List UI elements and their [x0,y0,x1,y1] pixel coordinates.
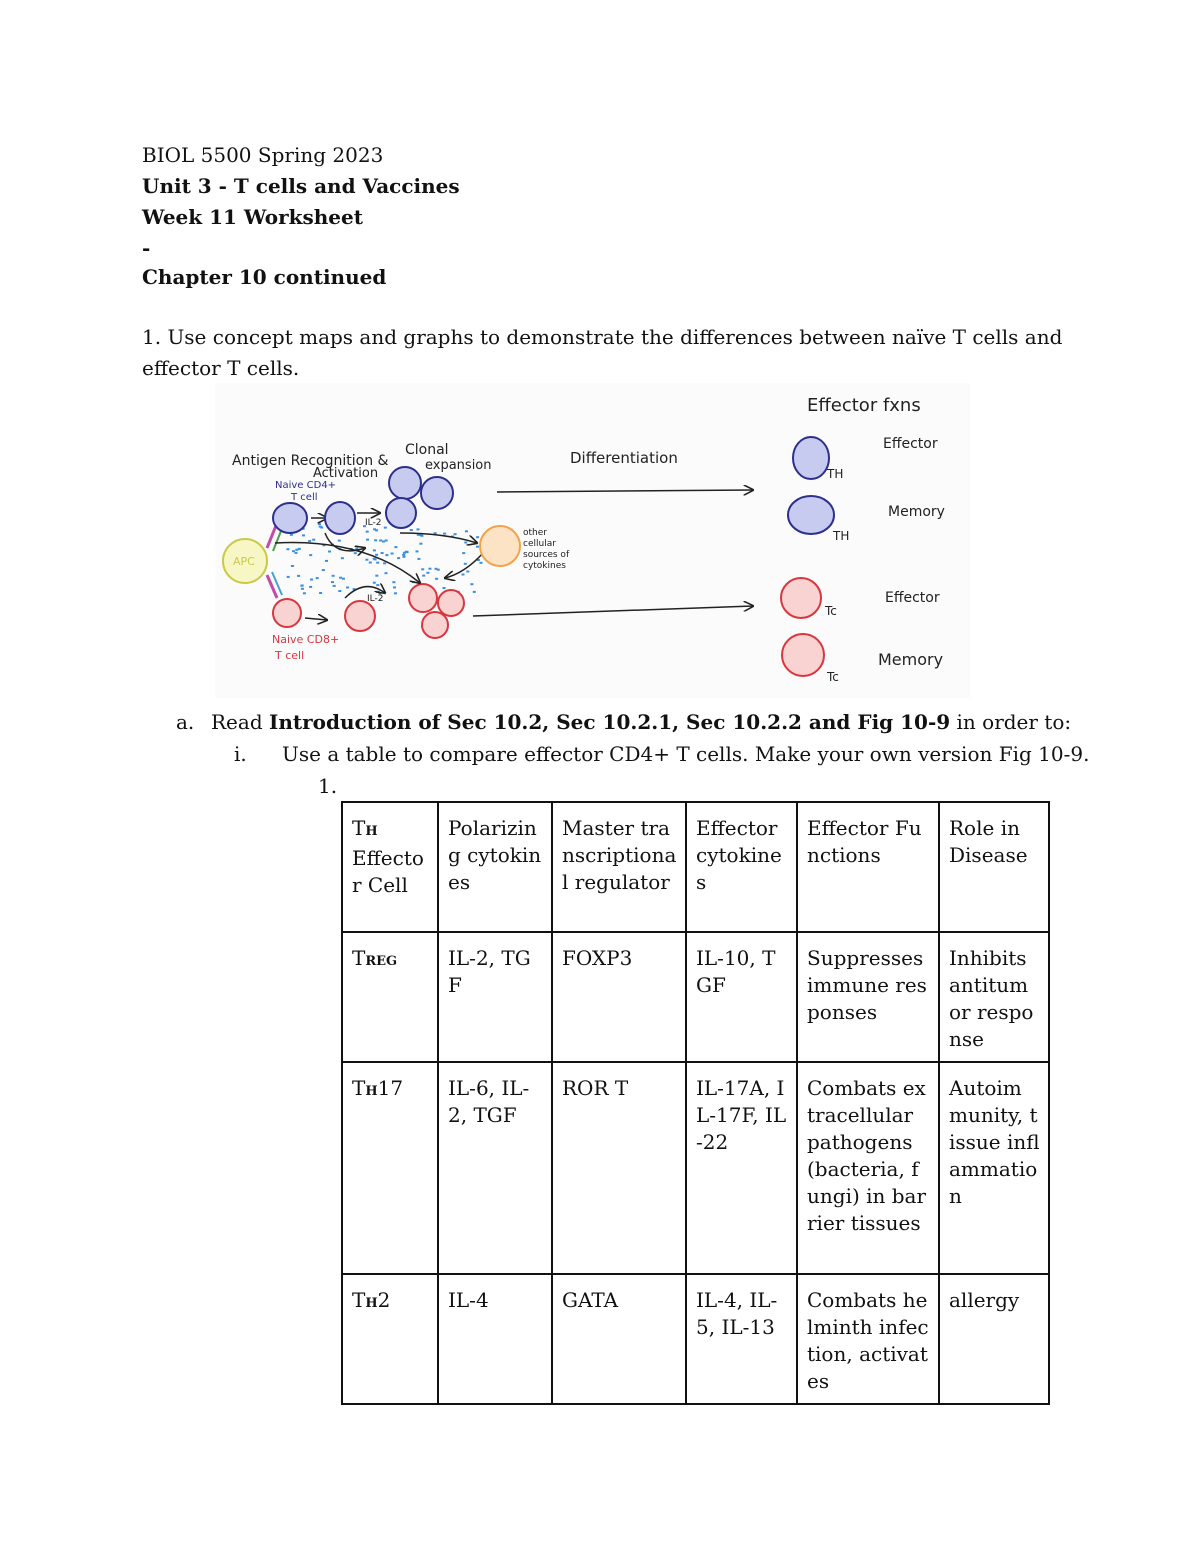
part-i-marker: i. [234,742,247,766]
cytokine-dot [375,554,378,556]
row-functions: Combats extracellular pathogens (bacteria, fungi) in barrier tissues [797,1062,939,1274]
clone-cd4-3 [386,498,416,528]
tc-memory-label: Tc [827,670,839,684]
concept-map-figure [215,383,970,698]
tc-effector-cell [781,578,821,618]
cytokine-dot [454,533,457,535]
cytokine-dot [412,581,415,583]
cytokine-dot [476,536,479,538]
cytokine-dot [297,575,300,577]
cytokine-dot [369,562,372,564]
header-master: Master transcriptional regulator [552,802,686,932]
cytokine-dot [421,568,424,570]
cytokine-dot [382,541,385,543]
other-sources-label-1: other [523,528,547,538]
cytokine-dot [287,576,290,578]
cytokine-dot [420,535,423,537]
cytokine-dot [419,543,422,545]
cytokine-dot [332,575,335,577]
activated-cd8-cell [345,601,375,631]
row-role: Autoimmunity, tissue inflammation [939,1062,1049,1274]
cytokine-dot [309,586,312,588]
expansion-label: expansion [425,458,492,473]
part-i [234,742,1089,766]
th-memory-label: TH [833,529,850,543]
naive-cd4-label-2: T cell [291,492,318,503]
row-master: GATA [552,1274,686,1404]
cytokine-dot [384,527,387,529]
th-effector-cell [793,437,829,479]
header-polarizing: Polarizing cytokines [438,802,552,932]
cytokine-dot [470,583,473,585]
cytokine-dot [443,587,446,589]
header-th-effector-cell: TH Effector Cell [342,802,438,932]
clone-cd8-1 [409,584,437,612]
effector-label-cd8: Effector [885,590,940,606]
clone-cd4-2 [421,477,453,509]
cytokine-dot [310,579,313,581]
part-a [176,710,1071,734]
row-master: ROR T [552,1062,686,1274]
cytokine-dot [301,588,304,590]
cytokine-dot [373,528,376,530]
cytokine-dot [319,526,322,528]
cytokine-dot [354,552,357,554]
row-polarizing: IL-6, IL-2, TGF [438,1062,552,1274]
row-polarizing: IL-2, TGF [438,932,552,1062]
row-cell-name: TH2 [342,1274,438,1404]
cytokine-dot [376,562,379,564]
header-effector-functions: Effector Functions [797,802,939,932]
cytokine-dot [392,581,395,583]
il2-label-cd4: IL-2 [365,518,382,528]
cytokine-dot [417,528,420,530]
dash-line: - [142,236,151,260]
table-row [342,1274,1049,1404]
cytokine-dot [322,569,325,571]
cytokine-dot [295,549,298,551]
cytokine-dot [416,550,419,552]
activated-cd4-cell [325,502,355,534]
naive-cd4-cell [273,503,307,533]
cytokine-dot [286,548,289,550]
row-cell-name: TREG [342,932,438,1062]
cytokine-dot [373,558,376,560]
cytokine-dot [302,534,305,536]
row-role: allergy [939,1274,1049,1404]
cytokine-dot [366,539,369,541]
th-effector-label: TH [827,467,844,481]
week-line: Week 11 Worksheet [142,205,363,229]
cytokine-dot [443,533,446,535]
header-effector-cytokines: Effector cytokines [686,802,797,932]
cytokine-dot [328,551,331,553]
cytokine-dot [426,572,429,574]
il2-label-cd8: IL-2 [367,594,384,604]
cytokine-dot [393,586,396,588]
cytokine-dot [341,557,344,559]
effector-label-cd4: Effector [883,436,938,452]
cytokine-dot [300,585,303,587]
cytokine-dot [422,575,425,577]
cytokine-dot [290,534,293,536]
cytokine-dot [312,539,315,541]
cytokine-dot [303,592,306,594]
cytokine-dot [308,540,311,542]
cytokine-dot [394,546,397,548]
row-master: FOXP3 [552,932,686,1062]
cytokine-dot [385,540,388,542]
cytokine-dot [333,585,336,587]
activation-label: Activation [313,466,379,481]
cytokine-dot [385,572,388,574]
cytokine-dot [373,549,376,551]
cytokine-dot [462,552,465,554]
cytokine-dot [403,556,406,558]
cytokine-dot [379,540,382,542]
th-memory-cell [788,496,834,534]
clonal-label: Clonal [405,442,449,458]
table-header-row [342,802,1049,932]
cytokine-dot [464,542,467,544]
part-i-text: Use a table to compare effector CD4+ T cells. Make your own version Fig 10-9. [282,742,1090,766]
part-a-pre: Read [211,710,269,734]
other-sources-label-3: sources of [523,550,570,560]
other-sources-label-4: cytokines [523,561,566,571]
course-line: BIOL 5500 Spring 2023 [142,143,384,167]
cytokine-dot [391,553,394,555]
row-polarizing: IL-4 [438,1274,552,1404]
unit-line: Unit 3 - T cells and Vaccines [142,174,460,198]
cytokine-dot [331,581,334,583]
clone-cd4-1 [389,467,421,499]
row-functions: Suppresses immune responses [797,932,939,1062]
naive-cd8-cell [273,599,301,627]
cytokine-dot [397,557,400,559]
naive-cd8-label-2: T cell [275,649,305,662]
tc-effector-label: Tc [825,604,837,618]
cytokine-dot [410,529,413,531]
cytokine-dot [318,523,321,525]
cytokine-dot [366,531,369,533]
cytokine-dot [365,559,368,561]
cytokine-dot [402,554,405,556]
part-a-marker: a. [176,710,195,734]
row-cytokines: IL-4, IL-5, IL-13 [686,1274,797,1404]
tc-memory-cell [782,634,824,676]
question-1-line-2: effector T cells. [142,356,300,380]
cytokine-dot [291,565,294,567]
antigen-recognition-label: Antigen Recognition & [232,453,389,469]
cytokine-dot [309,554,312,556]
cytokine-dot [319,592,322,594]
cytokine-dot [339,577,342,579]
cytokine-dot [342,578,345,580]
clone-cd8-3 [422,612,448,638]
table-row [342,932,1049,1062]
header-role: Role in Disease [939,802,1049,932]
cytokine-dot [428,568,431,570]
part-1-marker: 1. [318,774,338,798]
other-sources-label-2: cellular [523,539,556,549]
chapter-line: Chapter 10 continued [142,265,387,289]
cytokine-dot [325,560,328,562]
cytokine-dot [338,590,341,592]
cytokine-dot [465,530,468,532]
cytokine-dot [375,575,378,577]
part-a-bold: Introduction of Sec 10.2, Sec 10.2.1, Sec 10.2.2 and Fig 10-9 [268,710,951,734]
cytokine-dot [435,568,438,570]
row-cytokines: IL-10, TGF [686,932,797,1062]
cytokine-dot [376,584,379,586]
memory-label-cd4: Memory [888,504,945,520]
cytokine-dot [462,574,465,576]
naive-cd8-label-1: Naive CD8+ [272,633,340,646]
cytokine-dot [473,591,476,593]
cytokine-dot [385,554,388,556]
effector-fxns-title: Effector fxns [807,395,921,416]
cytokine-dot [435,578,438,580]
cytokine-dot [480,562,483,564]
cytokine-dot [295,552,298,554]
part-a-post: in order to: [950,710,1072,734]
cytokine-dot [466,571,469,573]
row-role: Inhibits antitumor response [939,932,1049,1062]
cytokine-dot [316,577,319,579]
naive-cd4-label-1: Naive CD4+ [275,480,337,491]
cytokine-dot [381,552,384,554]
cytokine-dot [417,558,420,560]
cytokine-dot [374,539,377,541]
apc-label: APC [233,555,255,568]
cytokine-dot [464,563,467,565]
cytokine-dot [373,582,376,584]
cytokine-dot [405,551,408,553]
effector-cd4-table [341,801,1050,1405]
cytokine-dot [338,540,341,542]
row-cell-name: TH17 [342,1062,438,1274]
differentiation-label: Differentiation [570,449,678,467]
row-functions: Combats helminth infection, activates [797,1274,939,1404]
cytokine-dot [394,592,397,594]
memory-label-cd8: Memory [878,650,944,669]
clone-cd8-2 [438,590,464,616]
row-cytokines: IL-17A, IL-17F, IL-22 [686,1062,797,1274]
other-source-cell [480,526,520,566]
question-1-line-1: 1. Use concept maps and graphs to demonstrate the differences between naïve T cells and [142,325,1063,349]
cytokine-dot [292,550,295,552]
cytokine-dot [476,546,479,548]
table-row [342,1062,1049,1274]
cytokine-dot [346,587,349,589]
cytokine-dot [383,562,386,564]
